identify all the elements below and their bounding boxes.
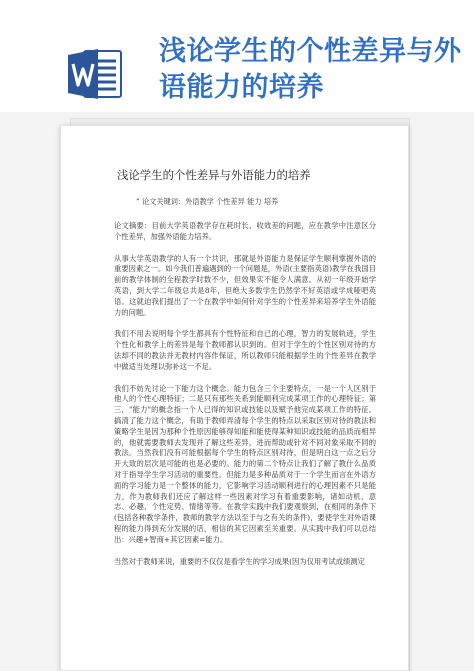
abstract-paragraph: 论文摘要：目前大学英语教学存在耗时长、收效差的问题，应在教学中注意区分个性差异，加强外语能力培养。 (114, 221, 376, 241)
keywords-line: ” 论文关键词：外语教学 个性差异 能力 培养 (136, 197, 279, 206)
body-text (114, 221, 376, 578)
body-paragraph: 我们不妨先讨论一下能力这个概念。能力包含三个主要特点，一是一个人区别于他人的个性心理特征；二是只有那些关系到能顺利完成某项工作的心理特征；第三，"能力"的概念指一个人已得的知识或技能以及赋予他完成某项工作的特征。搞清了能力这个概念，有助于教师弄清每个学生的特点以采取区别对待的教法和策略学生是因为那种个性原因能够得知能和能使得某种知识或技能的品质而相异的，他就需要教师去发现并了解这些差异，进而帮助或针对不同对象采取不同的教法。当然我们没有可能根据每个学生的特点区别对待，但是明白这一点之后分开大致的层次是可能的也是必要的。能力的第二个特点让我们了解了教什么品质对于指导学生学习活动的重要性。但能力是多种品质对于一个学生而言在外语方面的学习能力是一个整体的能力，它影响学习活动顺利进行的心理因素不只是能力，作为教师我们还应了解这样一些因素对学习有着重要影响，诸如动机、意志、必趣、个性定势、情绪等等。在教学实践中我们要观察到，在相同的条件下(包括各种教学条件，教师的教学方法以至于与之有关的条件)，要使学生对外语课程的能力得到充分发展的话，相信的其它因素至关重要。从实践中我们可以总结出：兴趣+智商+其它因素=能力。 (114, 383, 376, 544)
paper-title: 浅论学生的个性差异与外语能力的培养 (117, 168, 311, 182)
document-page (60, 125, 409, 671)
document-title: 浅论学生的个性差异与外语能力的培养 (159, 36, 462, 103)
body-paragraph: 我们不用去说明每个学生都具有个性特征和自己的心理，智力的发展轨迹，学生个性化和教学上的差异是每个教师都认识到的。但对于学生的个性区别对待的方法却不同的教法并无教材内容作保证，所以教师只能根据学生的个性差异在教学中做适当处理以弥补这一不足。 (114, 329, 376, 371)
document-header (0, 0, 474, 112)
body-paragraph: 从事大学英语教学的人有一个共识，那就是外语能力是保证学生顺利掌握外语的重要因素之一。如今我们普遍遇到的一个问题是，外语(主要指英语)教学在我国目前的教学体制的全程教学时数不少，但效果实不能令人满意。从初一年级开始学英语，到大学二年级总共是8年，但绝大多数学生仍然学不好英语或学成哑吧英语。这就迫我们提出了一个在教学中如何针对学生的个性差异来培养学生外语能力的问题。 (114, 253, 376, 317)
word-icon (66, 45, 124, 103)
body-paragraph: 当然对于教师来说，重要的不仅仅是看学生的学习成果(因为仅用考试成绩测定 (114, 556, 365, 566)
